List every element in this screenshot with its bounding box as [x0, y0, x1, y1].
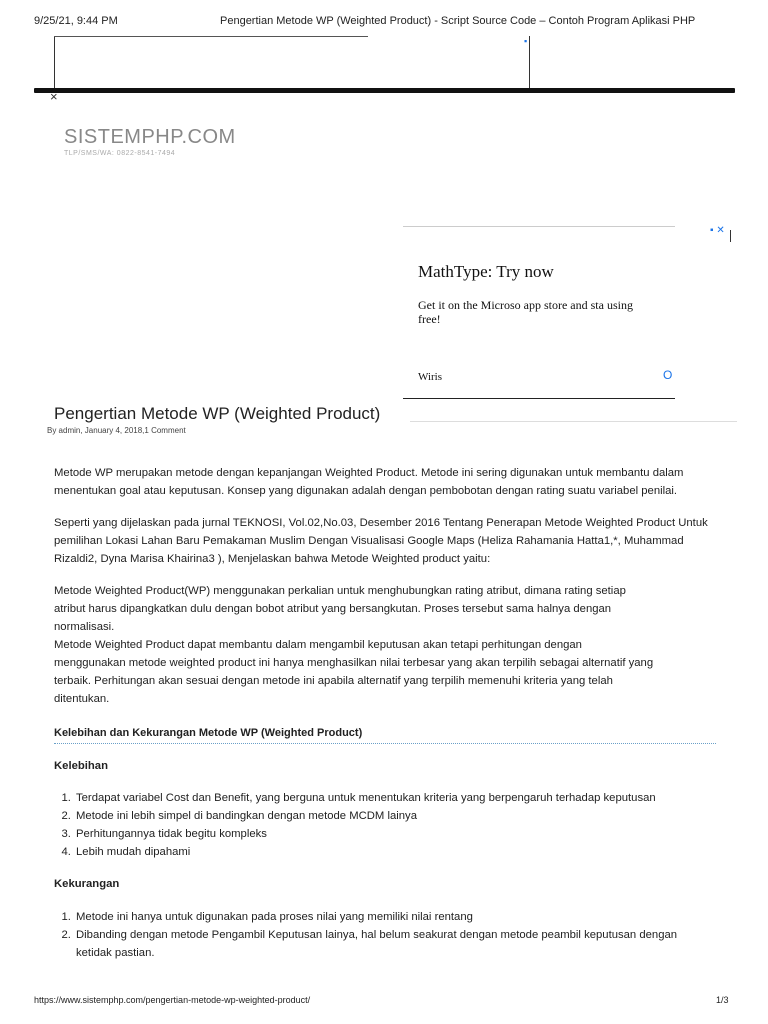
list-item: 1. Terdapat variabel Cost dan Benefit, yang berguna untuk menentukan kriteria yang berpengaruh terhadap keputusan [74, 789, 714, 807]
definition-line: ditentukan. [54, 693, 110, 705]
definition-line: normalisasi. [54, 621, 115, 633]
section-underline [54, 743, 716, 744]
post-meta: By admin, January 4, 2018,1 Comment [47, 426, 186, 435]
ad-info-close-icon[interactable]: ▪ ✕ [710, 225, 725, 236]
list-item: 3. Perhitungannya tidak begitu kompleks [74, 825, 714, 843]
print-page-title: Pengertian Metode WP (Weighted Product) - Script Source Code – Contoh Program Aplikasi PHP [220, 15, 696, 27]
definition-line: Metode Weighted Product(WP) menggunakan perkalian untuk menghubungkan rating atribut, dimana rating setiap [54, 585, 626, 597]
top-ad-frame[interactable] [54, 36, 530, 88]
definition-line: terbaik. Perhitungan akan sesuai dengan metode ini apabila alternatif yang terpilih memenuhi kriteria yang telah [54, 675, 613, 687]
list-item: 4. Lebih mudah dipahami [74, 843, 714, 861]
list-item: 1. Metode ini hanya untuk digunakan pada proses nilai yang memiliki nilai rentang [74, 908, 714, 926]
kelebihan-list [54, 789, 714, 861]
ad-body: Get it on the Microso app store and sta using free! [418, 298, 633, 326]
paragraph-intro: Metode WP merupakan metode dengan kepanjangan Weighted Product. Metode ini sering digunakan untuk membantu dalam menentukan goal atau keputusan. Konsep yang digunakan adalah dengan pembobotan dengan rating suatu variabel penilai. [54, 467, 684, 497]
site-logo[interactable]: SISTEMPHP.COM [64, 126, 236, 148]
paragraph-definition [54, 582, 714, 708]
post-title: Pengertian Metode WP (Weighted Product) [54, 404, 381, 423]
ad-divider [730, 230, 731, 242]
kekurangan-list [54, 908, 714, 962]
ad-choices-icon[interactable]: ▪ [524, 36, 528, 46]
kelebihan-heading: Kelebihan [54, 760, 108, 772]
ad-brand: Wiris [418, 371, 442, 383]
definition-line: Metode Weighted Product dapat membantu dalam mengambil keputusan akan tetapi perhitungan dengan [54, 639, 582, 651]
list-item: 2. Metode ini lebih simpel di bandingkan dengan metode MCDM lainya [74, 807, 714, 825]
print-page-number: 1/3 [716, 995, 729, 1005]
section-heading: Kelebihan dan Kekurangan Metode WP (Weighted Product) [54, 727, 363, 739]
anchor-ad-bar [34, 88, 735, 93]
ad-title[interactable]: MathType: Try now [418, 262, 554, 281]
list-item: 2. Dibanding dengan metode Pengambil Keputusan lainya, hal belum seakurat dengan metode peambil keputusan dengan ketidak pastian. [74, 926, 714, 962]
site-tagline: TLP/SMS/WA: 0822-8541-7494 [64, 150, 176, 157]
definition-line: atribut harus dipangkatkan dulu dengan bobot atribut yang bersangkutan. Proses tersebut sama halnya dengan [54, 603, 612, 615]
paragraph-journal: Seperti yang dijelaskan pada jurnal TEKNOSI, Vol.02,No.03, Desember 2016 Tentang Penerapan Metode Weighted Product Untuk pemilihan Lokasi Lahan Baru Pemakaman Muslim Dengan Visualisasi Google Maps (Heliza Rahamania Hatta1,*, Muhammad Rizaldi2, Dyna Marisa Khairina3 ), Menjelaskan bahwa Metode Weighted product yaitu: [54, 517, 708, 565]
print-url: https://www.sistemphp.com/pengertian-metode-wp-weighted-product/ [34, 995, 311, 1005]
top-ad-line [54, 36, 368, 37]
kekurangan-heading: Kekurangan [54, 878, 120, 890]
print-datetime: 9/25/21, 9:44 PM [34, 15, 118, 27]
close-icon[interactable]: × [50, 89, 58, 104]
ad-open-icon[interactable]: O [663, 368, 673, 382]
definition-line: menggunakan metode weighted product ini hanya menghasilkan nilai terbesar yang akan terpilih sebagai alternatif yang [54, 657, 654, 669]
meta-divider [410, 421, 737, 422]
